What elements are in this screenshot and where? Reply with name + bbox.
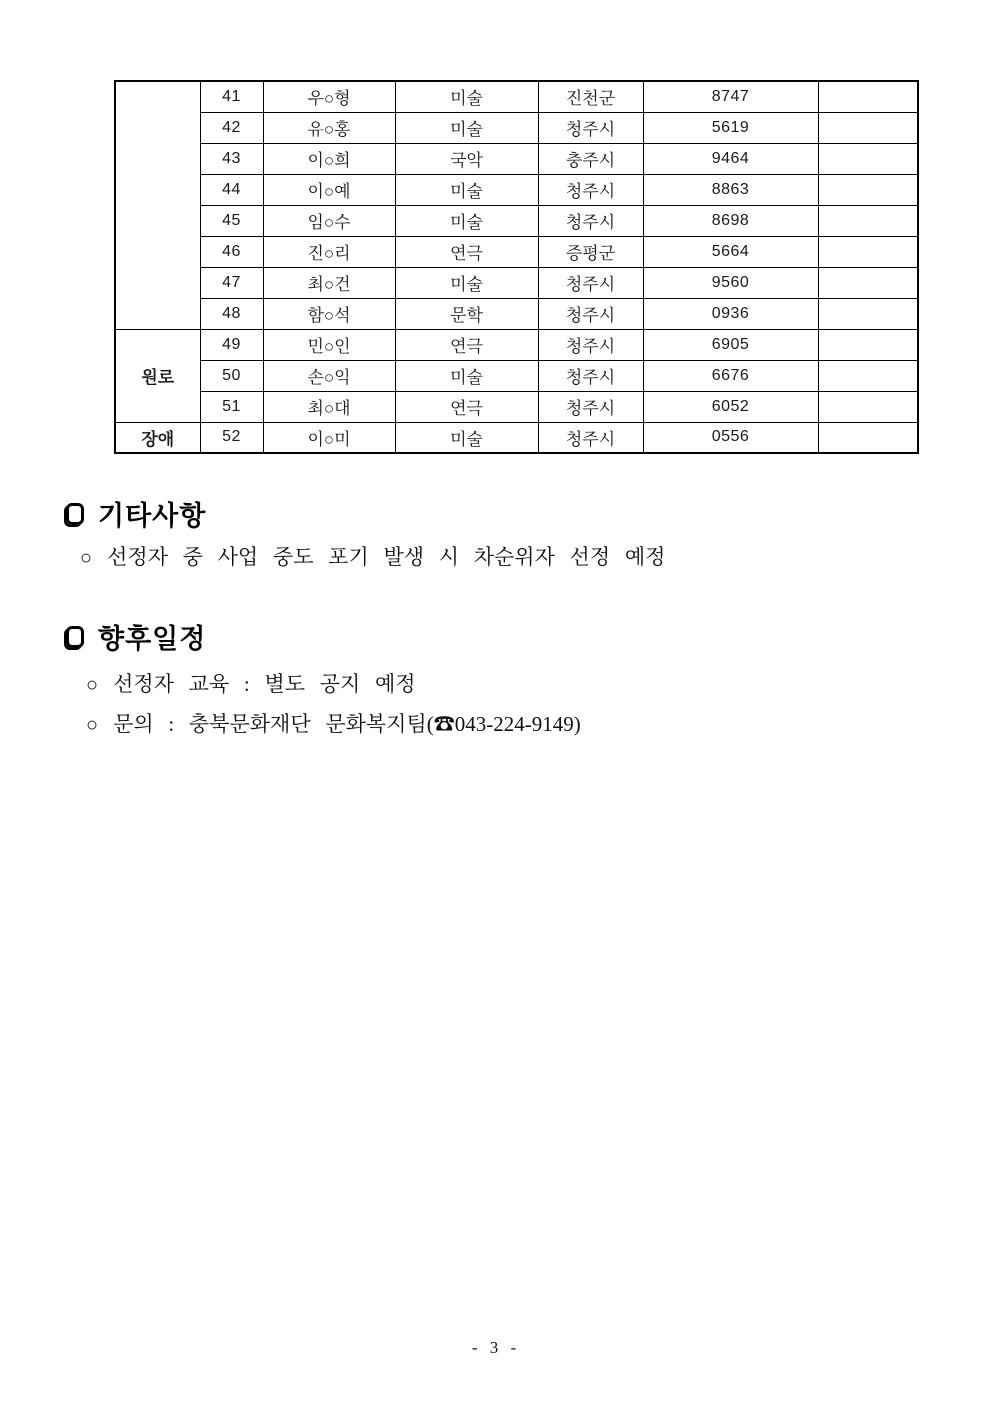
selection-table [114, 80, 919, 454]
note-cell [818, 236, 918, 267]
name-cell: 손○익 [263, 360, 395, 391]
section-item-text: 선정자 중 사업 중도 포기 발생 시 차순위자 선정 예정 [107, 545, 666, 569]
region-cell: 청주시 [538, 205, 643, 236]
note-cell [818, 422, 918, 453]
note-cell [818, 112, 918, 143]
name-cell: 최○대 [263, 391, 395, 422]
field-cell: 미술 [395, 205, 538, 236]
region-cell: 충주시 [538, 143, 643, 174]
field-cell: 국악 [395, 143, 538, 174]
section-heading-schedule [66, 617, 206, 656]
no-cell: 44 [200, 174, 263, 205]
note-cell [818, 267, 918, 298]
note-cell [818, 298, 918, 329]
name-cell: 이○미 [263, 422, 395, 453]
group-cell: 원로 [115, 329, 200, 422]
no-cell: 52 [200, 422, 263, 453]
note-cell [818, 329, 918, 360]
section-heading-etc [66, 494, 206, 533]
field-cell: 문학 [395, 298, 538, 329]
number-cell: 5619 [643, 112, 818, 143]
circle-bullet-icon: ○ [80, 547, 93, 569]
number-cell: 9464 [643, 143, 818, 174]
number-cell: 5664 [643, 236, 818, 267]
no-cell: 47 [200, 267, 263, 298]
section-item [86, 708, 581, 738]
no-cell: 51 [200, 391, 263, 422]
square-bullet-icon [66, 626, 84, 648]
field-cell: 연극 [395, 236, 538, 267]
note-cell [818, 360, 918, 391]
field-cell: 미술 [395, 81, 538, 112]
note-cell [818, 81, 918, 112]
group-cell: 장애 [115, 422, 200, 453]
section-item-text: 선정자 교육 : 별도 공지 예정 [113, 672, 416, 696]
no-cell: 45 [200, 205, 263, 236]
section-item [80, 541, 665, 571]
region-cell: 청주시 [538, 267, 643, 298]
region-cell: 청주시 [538, 329, 643, 360]
table-row [115, 205, 918, 236]
name-cell: 이○희 [263, 143, 395, 174]
page-number: - 3 - [471, 1338, 521, 1357]
circle-bullet-icon: ○ [86, 714, 99, 736]
name-cell: 함○석 [263, 298, 395, 329]
circle-bullet-icon: ○ [86, 674, 99, 696]
group-cell [115, 81, 200, 329]
name-cell: 우○형 [263, 81, 395, 112]
name-cell: 임○수 [263, 205, 395, 236]
field-cell: 미술 [395, 112, 538, 143]
no-cell: 41 [200, 81, 263, 112]
region-cell: 진천군 [538, 81, 643, 112]
number-cell: 0936 [643, 298, 818, 329]
region-cell: 청주시 [538, 422, 643, 453]
region-cell: 청주시 [538, 112, 643, 143]
section-item [86, 668, 416, 698]
no-cell: 43 [200, 143, 263, 174]
table-row [115, 329, 918, 360]
table-row [115, 112, 918, 143]
square-bullet-icon [66, 503, 84, 525]
field-cell: 연극 [395, 391, 538, 422]
no-cell: 48 [200, 298, 263, 329]
field-cell: 미술 [395, 267, 538, 298]
table-row [115, 360, 918, 391]
table-row [115, 81, 918, 112]
section-title: 향후일정 [98, 624, 207, 654]
name-cell: 민○인 [263, 329, 395, 360]
section-item-text: 문의 : 충북문화재단 문화복지팀(☎043-224-9149) [113, 712, 581, 736]
table-row [115, 298, 918, 329]
number-cell: 0556 [643, 422, 818, 453]
no-cell: 42 [200, 112, 263, 143]
field-cell: 미술 [395, 422, 538, 453]
no-cell: 49 [200, 329, 263, 360]
note-cell [818, 391, 918, 422]
number-cell: 6905 [643, 329, 818, 360]
table-row [115, 236, 918, 267]
field-cell: 미술 [395, 174, 538, 205]
field-cell: 연극 [395, 329, 538, 360]
selection-table-container [114, 80, 919, 454]
number-cell: 6052 [643, 391, 818, 422]
note-cell [818, 205, 918, 236]
region-cell: 증평군 [538, 236, 643, 267]
region-cell: 청주시 [538, 391, 643, 422]
name-cell: 이○예 [263, 174, 395, 205]
name-cell: 최○건 [263, 267, 395, 298]
note-cell [818, 174, 918, 205]
no-cell: 50 [200, 360, 263, 391]
region-cell: 청주시 [538, 360, 643, 391]
number-cell: 8863 [643, 174, 818, 205]
number-cell: 8747 [643, 81, 818, 112]
table-row [115, 267, 918, 298]
field-cell: 미술 [395, 360, 538, 391]
name-cell: 진○리 [263, 236, 395, 267]
region-cell: 청주시 [538, 174, 643, 205]
table-row [115, 143, 918, 174]
number-cell: 8698 [643, 205, 818, 236]
table-row [115, 391, 918, 422]
section-title: 기타사항 [98, 501, 207, 531]
note-cell [818, 143, 918, 174]
number-cell: 6676 [643, 360, 818, 391]
region-cell: 청주시 [538, 298, 643, 329]
no-cell: 46 [200, 236, 263, 267]
name-cell: 유○홍 [263, 112, 395, 143]
table-row [115, 422, 918, 453]
number-cell: 9560 [643, 267, 818, 298]
table-row [115, 174, 918, 205]
